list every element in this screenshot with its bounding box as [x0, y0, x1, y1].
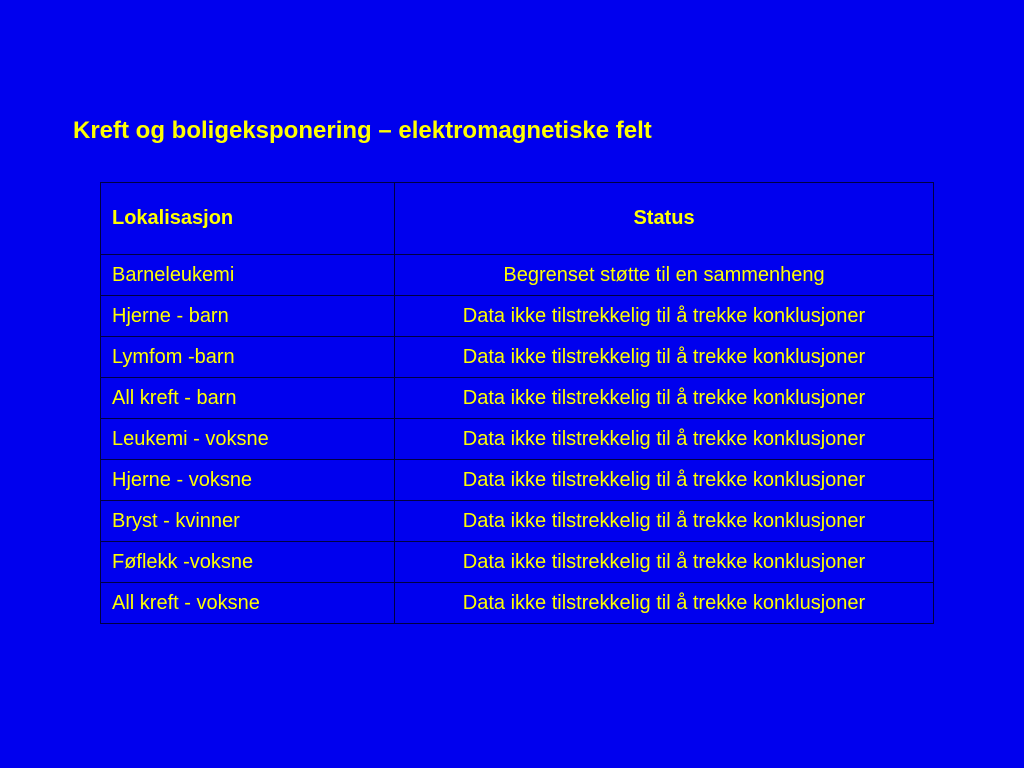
- status-cell: Data ikke tilstrekkelig til å trekke konklusjoner: [395, 460, 934, 501]
- table-row: [101, 542, 934, 583]
- table-row: [101, 296, 934, 337]
- location-cell: Føflekk -voksne: [101, 542, 395, 583]
- status-cell: Begrenset støtte til en sammenheng: [395, 255, 934, 296]
- header-row: [101, 183, 934, 255]
- status-cell: Data ikke tilstrekkelig til å trekke konklusjoner: [395, 501, 934, 542]
- table-body: [101, 255, 934, 624]
- location-cell: Lymfom -barn: [101, 337, 395, 378]
- location-cell: Hjerne - barn: [101, 296, 395, 337]
- header-cell-lokalisasjon: Lokalisasjon: [101, 183, 395, 255]
- location-cell: Leukemi - voksne: [101, 419, 395, 460]
- table-row: [101, 337, 934, 378]
- status-cell: Data ikke tilstrekkelig til å trekke konklusjoner: [395, 296, 934, 337]
- location-cell: Hjerne - voksne: [101, 460, 395, 501]
- location-cell: All kreft - barn: [101, 378, 395, 419]
- table-header: [101, 183, 934, 255]
- status-cell: Data ikke tilstrekkelig til å trekke konklusjoner: [395, 583, 934, 624]
- table-row: [101, 378, 934, 419]
- header-cell-status: Status: [395, 183, 934, 255]
- status-cell: Data ikke tilstrekkelig til å trekke konklusjoner: [395, 542, 934, 583]
- table-row: [101, 501, 934, 542]
- location-cell: All kreft - voksne: [101, 583, 395, 624]
- slide-title: Kreft og boligeksponering – elektromagnetiske felt: [73, 117, 652, 144]
- status-cell: Data ikke tilstrekkelig til å trekke konklusjoner: [395, 337, 934, 378]
- table-row: [101, 255, 934, 296]
- table-row: [101, 460, 934, 501]
- status-table: [100, 182, 934, 624]
- location-cell: Bryst - kvinner: [101, 501, 395, 542]
- table-row: [101, 583, 934, 624]
- location-cell: Barneleukemi: [101, 255, 395, 296]
- status-cell: Data ikke tilstrekkelig til å trekke konklusjoner: [395, 378, 934, 419]
- status-cell: Data ikke tilstrekkelig til å trekke konklusjoner: [395, 419, 934, 460]
- table-row: [101, 419, 934, 460]
